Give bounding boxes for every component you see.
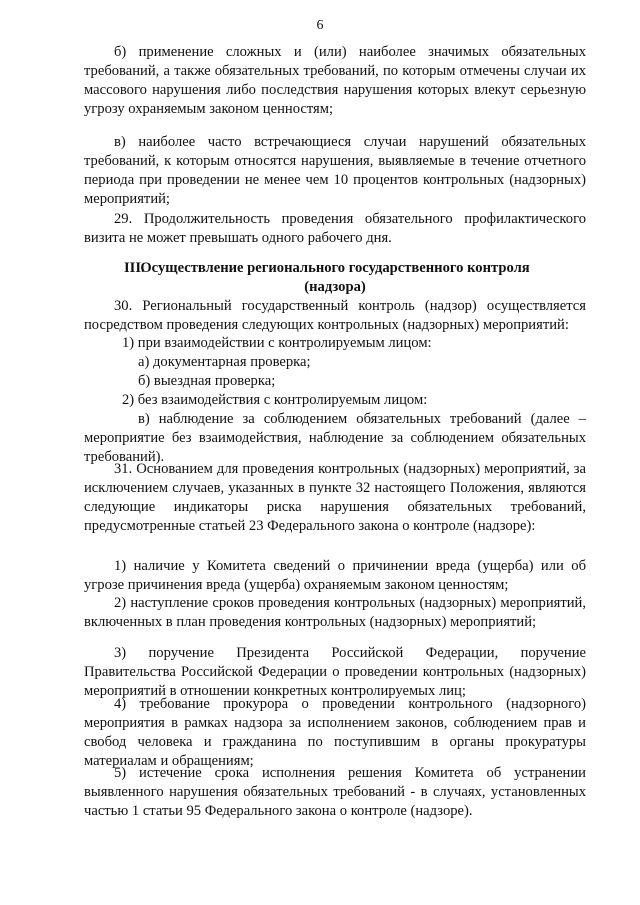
paragraph-31-item-1: 1) наличие у Комитета сведений о причинении вреда (ущерба) или об угрозе причинения вреда (ущерба) охраняемым законом ценностям; — [84, 558, 586, 593]
page-number: 6 — [316, 18, 324, 33]
paragraph-31-item-2: 2) наступление сроков проведения контрольных (надзорных) мероприятий, включенных в план проведения контрольных (надзорных) мероприятий; — [84, 595, 586, 630]
paragraph-30-item-1b: б) выездная проверка; — [138, 373, 276, 389]
paragraph-28-v: в) наиболее часто встречающиеся случаи нарушений обязательных требований, к которым относятся нарушения, выявляемые в течение отчетного периода при проведении не менее чем 10 процентов контрольных (надзорных) мероприятий; — [84, 134, 586, 207]
paragraph-31-item-5: 5) истечение срока исполнения решения Комитета об устранении выявленного нарушения обязательных требований - в случаях, установленных частью 1 статьи 95 Федерального закона о контроле (надзоре). — [84, 765, 586, 819]
section-title-line1: Осуществление регионального государственного контроля — [140, 260, 530, 276]
paragraph-31-item-4: 4) требование прокурора о проведении контрольного (надзорного) мероприятия в рамках надзора за исполнением законов, соблюдением прав и свобод человека и гражданина по поступившим в органы прокуратуры материалам и обращениям; — [84, 696, 586, 769]
paragraph-31-item-3: 3) поручение Президента Российской Федерации, поручение Правительства Российской Федерации о проведении контрольных (надзорных) мероприятий в отношении конкретных контролируемых лиц; — [84, 645, 586, 699]
paragraph-30-item-1a: а) документарная проверка; — [138, 354, 311, 370]
paragraph-30-item-2v: в) наблюдение за соблюдением обязательных требований (далее – мероприятие без взаимодействия, наблюдение за соблюдением обязательных требований). — [84, 411, 586, 465]
paragraph-28-b: б) применение сложных и (или) наиболее значимых обязательных требований, а также обязательных требований, по которым отмечены случаи их массового нарушения либо последствия нарушения которых влекут серьезную угрозу охраняемым законом ценностям; — [84, 44, 586, 117]
paragraph-31: 31. Основанием для проведения контрольных (надзорных) мероприятий, за исключением случаев, указанных в пункте 32 настоящего Положения, являются следующие индикаторы риска нарушения обязательных требований, предусмотренные статьей 23 Федерального закона о контроле (надзоре): — [84, 461, 586, 534]
paragraph-30-item-1: 1) при взаимодействии с контролируемым лицом: — [122, 335, 432, 351]
paragraph-30: 30. Региональный государственный контроль (надзор) осуществляется посредством проведения следующих контрольных (надзорных) мероприятий: — [84, 298, 586, 333]
paragraph-30-item-2: 2) без взаимодействия с контролируемым лицом: — [122, 392, 428, 408]
section-heading — [84, 259, 586, 297]
paragraph-29: 29. Продолжительность проведения обязательного профилактического визита не может превышать одного рабочего дня. — [84, 211, 586, 246]
section-title-line2: (надзора) — [304, 279, 366, 295]
section-number: III. — [124, 260, 145, 276]
